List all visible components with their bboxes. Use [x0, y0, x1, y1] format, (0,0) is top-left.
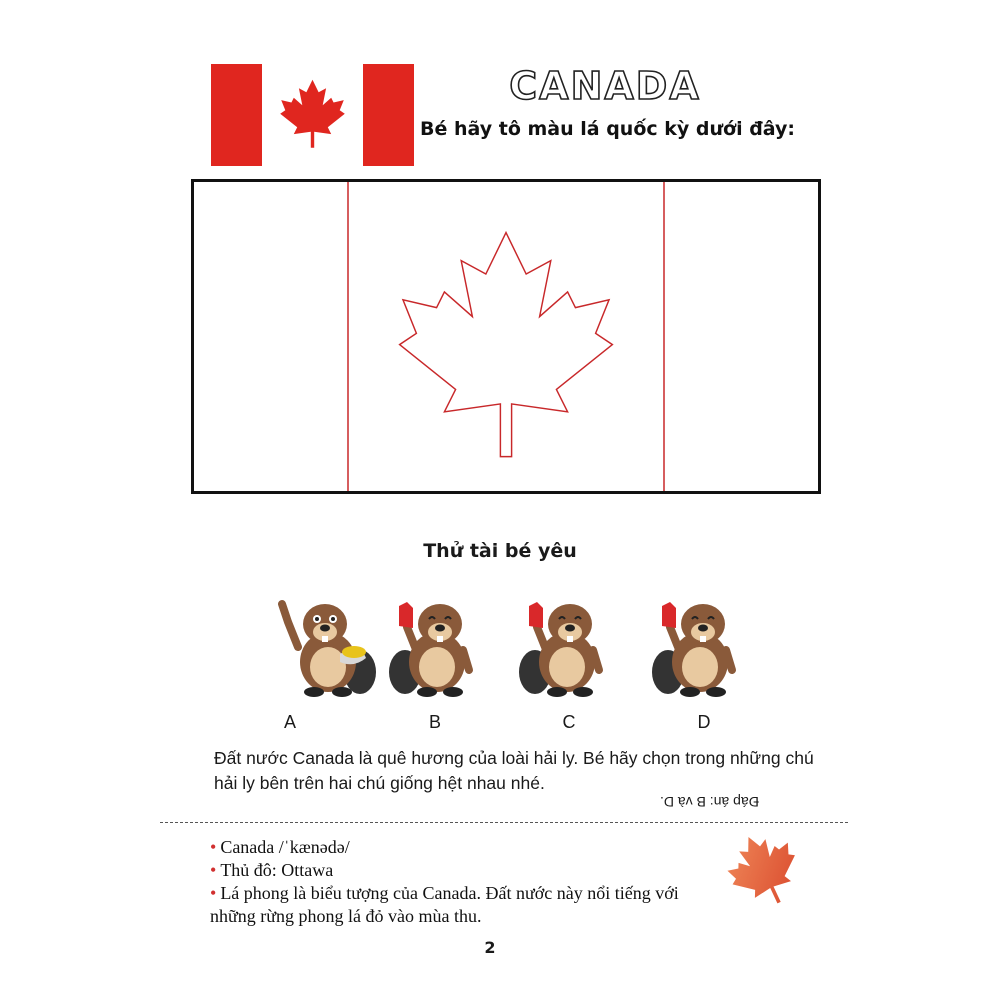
fact-text: Lá phong là biểu tượng của Canada. Đất nước này nổi tiếng với những rừng phong lá đỏ vào mùa thu.: [210, 883, 679, 926]
canada-flag-colored: [211, 64, 414, 166]
bullet-icon: •: [210, 860, 217, 880]
canada-flag-coloring-outline[interactable]: [191, 179, 821, 494]
coloring-instruction: Bé hãy tô màu lá quốc kỳ dưới đây:: [420, 118, 796, 140]
beaver-option-b-image[interactable]: [385, 592, 495, 702]
maple-leaf-icon: [722, 832, 804, 908]
beaver-option-d-image[interactable]: [648, 592, 758, 702]
page-title: CANADA: [509, 64, 701, 108]
quiz-answer-upside-down: Đáp án: B và D.: [660, 794, 759, 810]
bullet-icon: •: [210, 883, 217, 903]
beaver-option-c-image[interactable]: [515, 592, 625, 702]
fact-text: Thủ đô: Ottawa: [220, 860, 334, 880]
quiz-question: Đất nước Canada là quê hương của loài hải ly. Bé hãy chọn trong những chú hải ly bên trên hai chú giống hệt nhau nhé.: [214, 748, 814, 793]
fact-item: [210, 882, 720, 928]
bullet-icon: •: [210, 837, 217, 857]
option-b-label[interactable]: B: [428, 712, 441, 732]
page-number: 2: [484, 938, 496, 957]
fact-item: [210, 836, 720, 859]
fact-text: Canada /ˈkænədə/: [220, 837, 350, 857]
option-a-label[interactable]: A: [283, 712, 296, 732]
beaver-option-a-image[interactable]: [270, 592, 380, 702]
option-d-label[interactable]: D: [697, 712, 711, 732]
quiz-title: Thử tài bé yêu: [423, 540, 577, 562]
fact-item: [210, 859, 720, 882]
dashed-divider: [160, 822, 848, 823]
option-c-label[interactable]: C: [562, 712, 576, 732]
